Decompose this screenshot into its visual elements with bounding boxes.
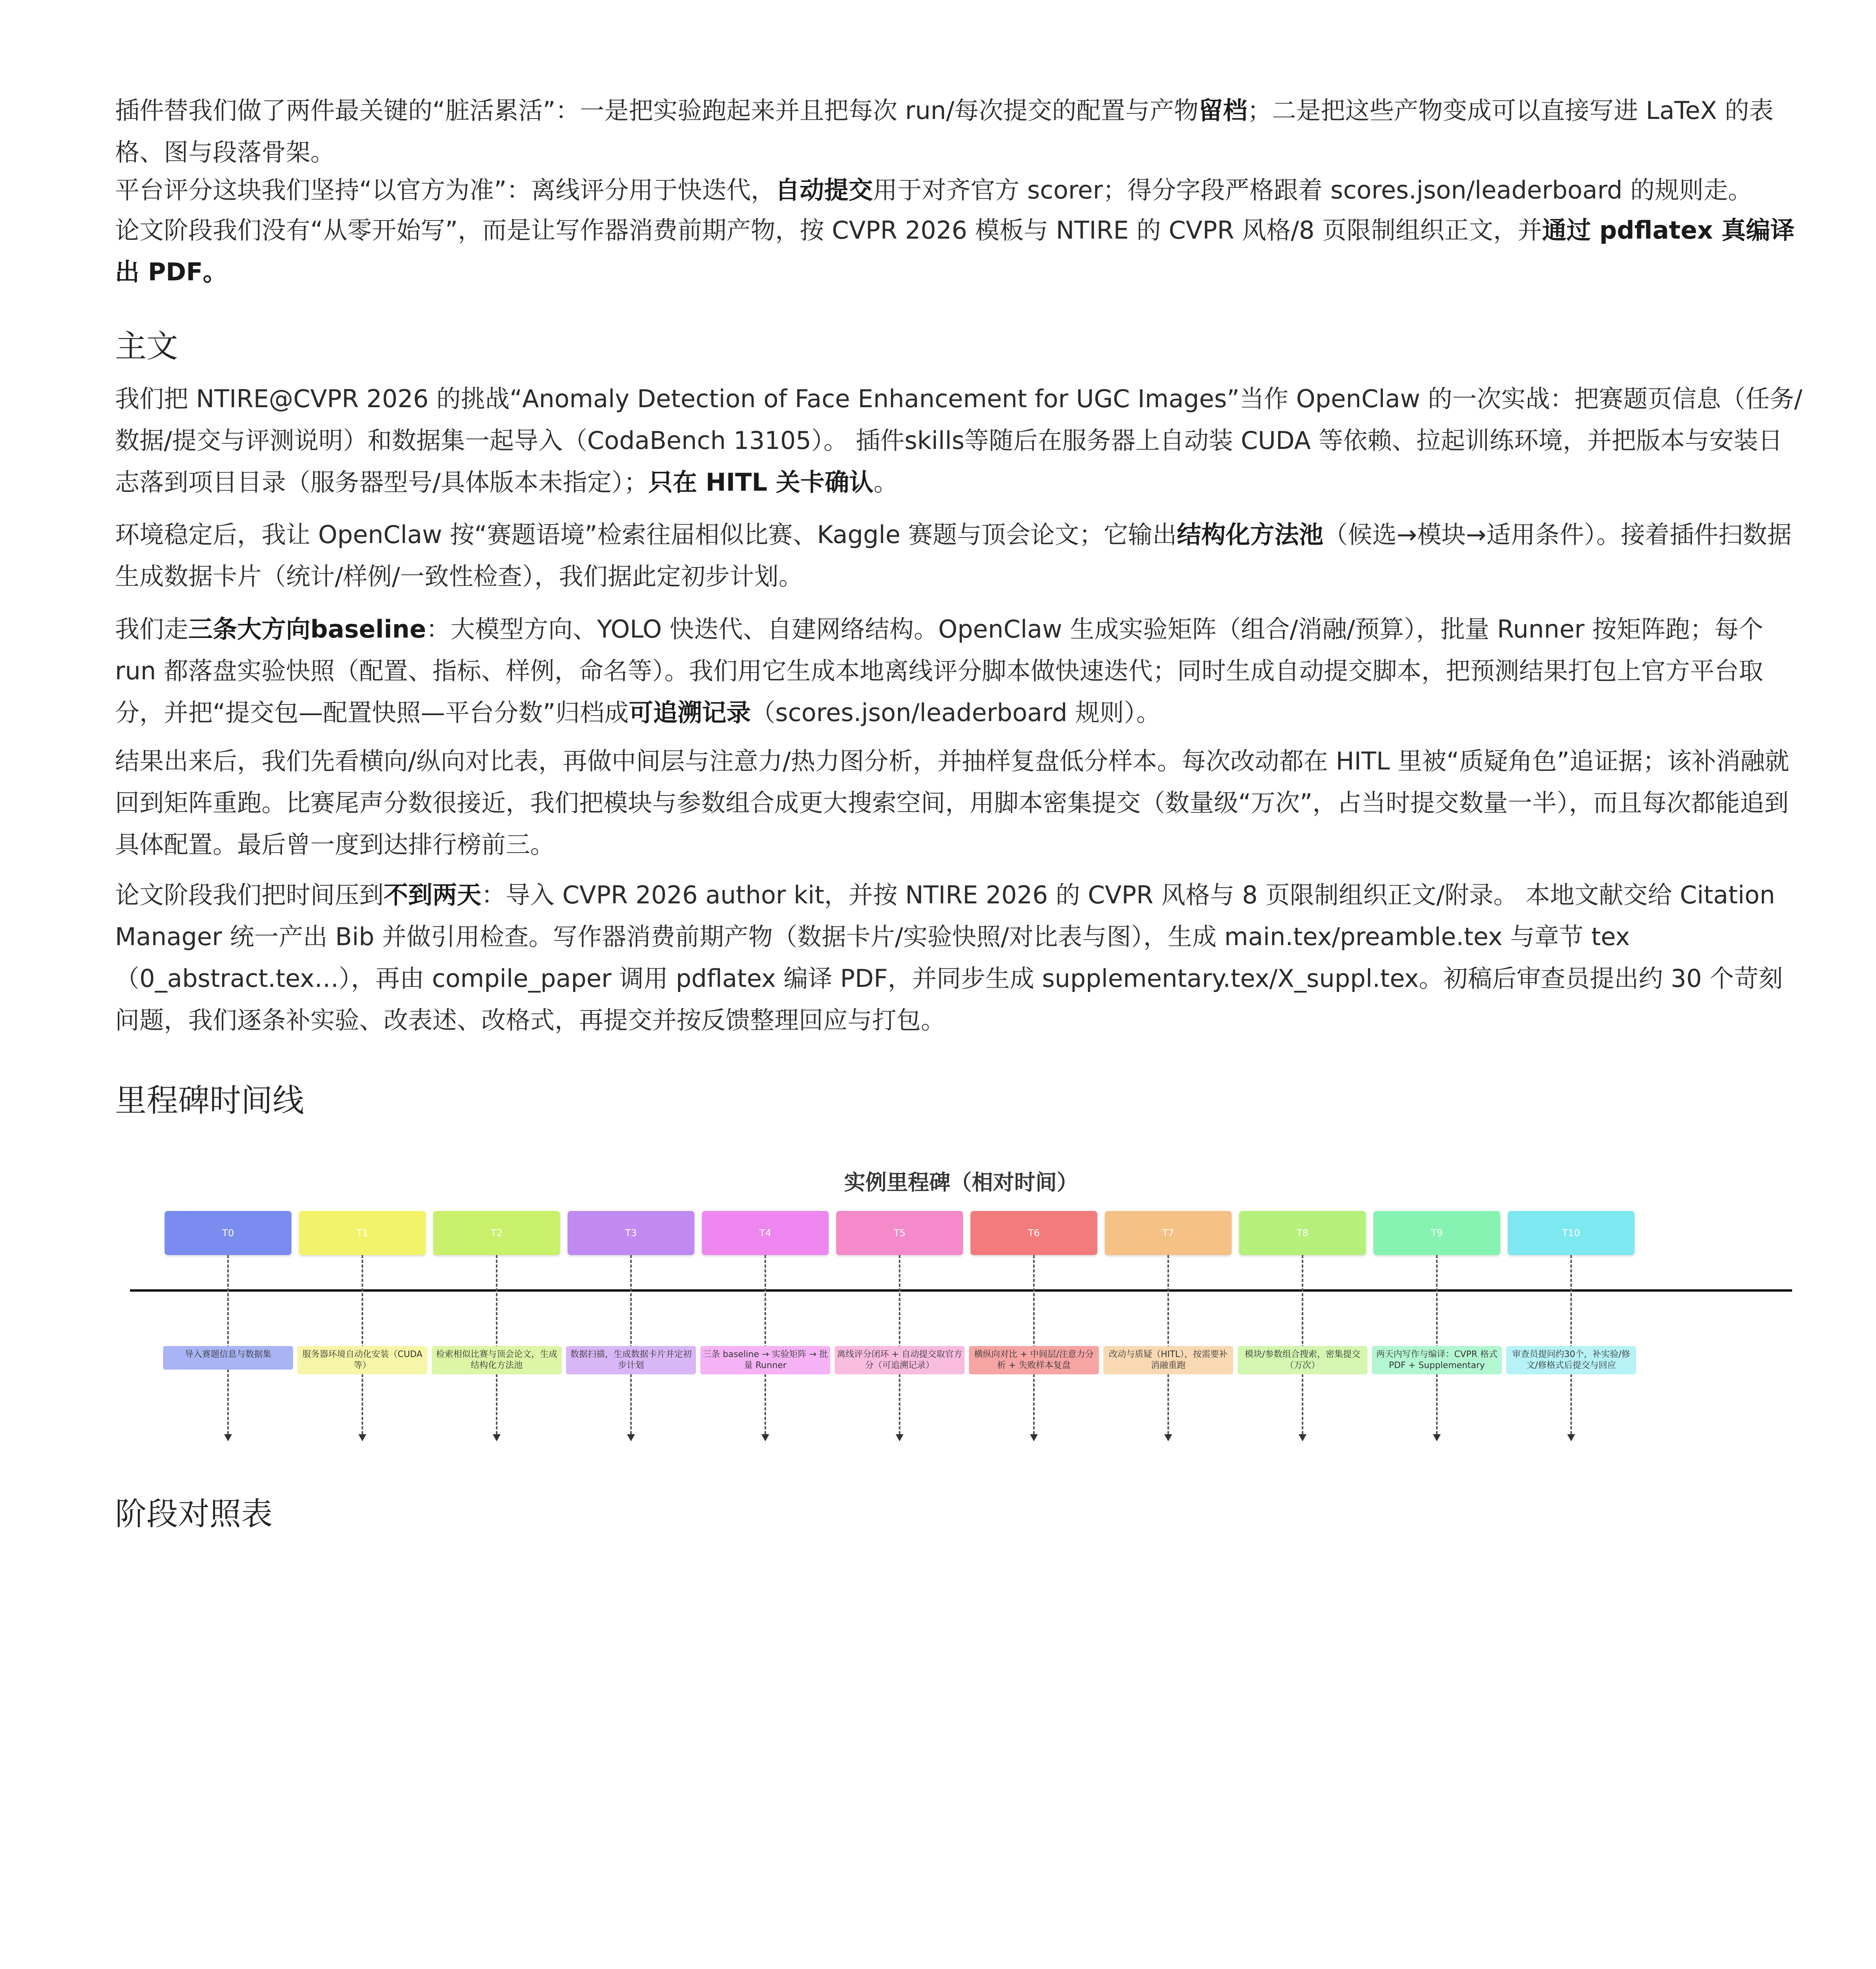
milestone-connector	[362, 1255, 363, 1434]
section-heading-table: 阶段对照表	[115, 1496, 273, 1532]
main-paragraph	[115, 740, 1805, 866]
milestone-connector	[1436, 1255, 1438, 1434]
emphasis-text: 结构化方法池	[1176, 520, 1323, 549]
milestone-connector	[899, 1255, 900, 1434]
milestone-connector	[227, 1255, 229, 1434]
paragraph-text: ：导入 CVPR 2026 author kit，并按 NTIRE 2026 的 CVPR 风格与 8 页限制组织正文/附录。 本地文献交给 Citation Manager 统一产出 Bib 并做引用检查。写作器消费前期产物（数据卡片/实验快照/对比表与图），生成 main.tex/preamble.tex 与章节 tex（0_abstract.tex…），再由 compile_paper 调用 pdflatex 编译 PDF，并同步生成 supplementary.tex/X_suppl.tex。初稿后审查员提出约 30 个苛刻问题，我们逐条补实验、改表述、改格式，再提交并按反馈整理回应与打包。	[115, 881, 1783, 1035]
milestone-note: 模块/参数组合搜索，密集提交（万次）	[1238, 1346, 1368, 1374]
milestone-connector	[630, 1255, 632, 1434]
main-paragraph	[115, 378, 1805, 503]
emphasis-text: 可追溯记录	[629, 698, 751, 727]
milestone-connector	[765, 1255, 766, 1434]
section-heading-timeline: 里程碑时间线	[115, 1082, 304, 1119]
milestone-timeline-figure	[130, 1158, 1792, 1457]
paragraph-text: 环境稳定后，我让 OpenClaw 按“赛题语境”检索往届相似比赛、Kaggle 赛题与顶会论文；它输出	[115, 520, 1177, 549]
milestone-box-t9: T9	[1373, 1211, 1500, 1255]
milestone-connector	[496, 1255, 497, 1434]
milestone-box-t2: T2	[433, 1211, 560, 1255]
paragraph-text: ；二是把这些产物变成可以直接写进 LaTeX 的表格、图与段落骨架。	[115, 96, 1774, 167]
paragraph-text: 我们把 NTIRE@CVPR 2026 的挑战“Anomaly Detection of Face Enhancement for UGC Images”当作 OpenClaw 的一次实战：把赛题页信息（任务/数据/提交与评测说明）和数据集一起导入（CodaBench 13105）。 插件skills等随后在服务器上自动装 CUDA 等依赖、拉起训练环境，并把版本与安装日志落到项目目录（服务器型号/具体版本未指定）；	[115, 384, 1803, 497]
milestone-connector	[1167, 1255, 1169, 1434]
paragraph-text: 论文阶段我们把时间压到	[115, 881, 384, 909]
milestone-box-t4: T4	[702, 1211, 829, 1255]
arrow-down-icon	[1164, 1434, 1172, 1441]
intro-paragraph	[115, 169, 1805, 211]
milestone-note: 改动与质疑（HITL），按需要补消融重跑	[1103, 1346, 1233, 1374]
timeline-axis	[130, 1289, 1792, 1292]
paragraph-text: 结果出来后，我们先看横向/纵向对比表，再做中间层与注意力/热力图分析，并抽样复盘低分样本。每次改动都在 HITL 里被“质疑角色”追证据；该补消融就回到矩阵重跑。比赛尾声分数很接近，我们把模块与参数组合成更大搜索空间，用脚本密集提交（数量级“万次”，占当时提交数量一半），而且每次都能追到具体配置。最后曾一度到达排行榜前三。	[115, 747, 1789, 859]
intro-paragraph	[115, 90, 1805, 173]
emphasis-text: 留档	[1198, 96, 1247, 125]
milestone-note: 导入赛题信息与数据集	[163, 1346, 293, 1370]
section-heading-main: 主文	[115, 328, 178, 365]
milestone-note: 两天内写作与编译：CVPR 格式 PDF + Supplementary	[1372, 1346, 1502, 1374]
arrow-down-icon	[1567, 1434, 1575, 1441]
arrow-down-icon	[358, 1434, 366, 1441]
arrow-down-icon	[1030, 1434, 1038, 1441]
arrow-down-icon	[761, 1434, 769, 1441]
arrow-down-icon	[1433, 1434, 1441, 1441]
main-paragraph	[115, 608, 1805, 734]
arrow-down-icon	[493, 1434, 501, 1441]
paragraph-text: 用于对齐官方 scorer；得分字段严格跟着 scores.json/leaderboard 的规则走。	[873, 176, 1753, 204]
emphasis-text: 自动提交	[775, 176, 873, 204]
arrow-down-icon	[896, 1434, 904, 1441]
emphasis-text: 三条大方向baseline	[188, 615, 426, 643]
milestone-note: 服务器环境自动化安装（CUDA等）	[297, 1346, 427, 1374]
emphasis-text: 不到两天	[384, 881, 482, 909]
milestone-box-t1: T1	[299, 1211, 426, 1255]
emphasis-text: 只在 HITL 关卡确认	[648, 468, 874, 497]
milestone-box-t6: T6	[970, 1211, 1097, 1255]
milestone-box-t0: T0	[165, 1211, 291, 1255]
paragraph-text: 我们走	[115, 615, 189, 643]
milestone-note: 三条 baseline → 实验矩阵 → 批量 Runner	[700, 1346, 830, 1374]
milestone-connector	[1570, 1255, 1572, 1434]
milestone-note: 数据扫描，生成数据卡片并定初步计划	[566, 1346, 696, 1374]
milestone-box-t5: T5	[836, 1211, 963, 1255]
milestone-connector	[1302, 1255, 1303, 1434]
milestone-note: 离线评分闭环 + 自动提交取官方分（可追溯记录）	[835, 1346, 965, 1374]
milestone-connector	[1033, 1255, 1035, 1434]
paragraph-text: 插件替我们做了两件最关键的“脏活累活”：一是把实验跑起来并且把每次 run/每次提交的配置与产物	[115, 96, 1199, 125]
main-paragraph	[115, 514, 1805, 597]
milestone-note: 审查员提问约30个，补实验/修文/修格式后提交与回应	[1506, 1346, 1636, 1374]
figure-title: 实例里程碑（相对时间）	[844, 1170, 1078, 1195]
paragraph-text: （scores.json/leaderboard 规则）。	[751, 698, 1161, 727]
milestone-box-t10: T10	[1508, 1211, 1635, 1255]
paragraph-text: 平台评分这块我们坚持“以官方为准”：离线评分用于快迭代，	[115, 176, 776, 204]
paragraph-text: 论文阶段我们没有“从零开始写”，而是让写作器消费前期产物，按 CVPR 2026 模板与 NTIRE 的 CVPR 风格/8 页限制组织正文，并	[115, 216, 1542, 245]
paragraph-text: 。	[873, 468, 898, 497]
milestone-note: 检索相似比赛与顶会论文，生成结构化方法池	[432, 1346, 562, 1374]
arrow-down-icon	[1299, 1434, 1306, 1441]
intro-paragraph	[115, 210, 1805, 293]
milestone-box-t7: T7	[1105, 1211, 1232, 1255]
emphasis-text: 通过 pdflatex 真编译出 PDF。	[115, 216, 1795, 286]
paragraph-text: ：大模型方向、YOLO 快迭代、自建网络结构。OpenClaw 生成实验矩阵（组合/消融/预算），批量 Runner 按矩阵跑；每个 run 都落盘实验快照（配置、指标、样例，命名等）。我们用它生成本地离线评分脚本做快速迭代；同时生成自动提交脚本，把预测结果打包上官方平台取分，并把“提交包—配置快照—平台分数”归档成	[115, 615, 1763, 727]
milestone-box-t8: T8	[1239, 1211, 1366, 1255]
milestone-box-t3: T3	[568, 1211, 694, 1255]
milestone-note: 横纵向对比 + 中间层/注意力分析 + 失败样本复盘	[969, 1346, 1099, 1374]
arrow-down-icon	[224, 1434, 232, 1441]
arrow-down-icon	[627, 1434, 635, 1441]
paragraph-text: （候选→模块→适用条件）。接着插件扫数据生成数据卡片（统计/样例/一致性检查），我们据此定初步计划。	[115, 520, 1792, 591]
main-paragraph	[115, 874, 1805, 1041]
